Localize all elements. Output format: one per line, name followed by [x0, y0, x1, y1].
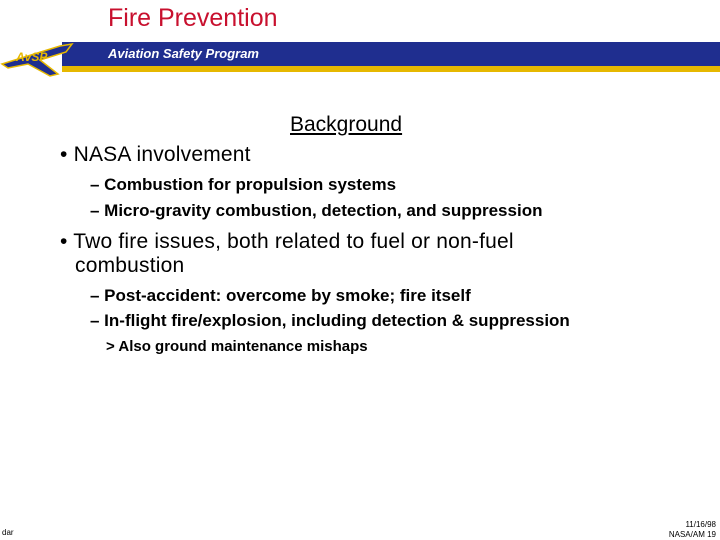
logo-text: AvSP	[16, 50, 48, 64]
footer-info	[669, 520, 716, 540]
program-subtitle: Aviation Safety Program	[108, 46, 259, 61]
subsubitem-ground-maintenance: > Also ground maintenance mishaps	[106, 338, 368, 355]
subitem-combustion-propulsion: – Combustion for propulsion systems	[90, 175, 397, 194]
bullet-two-fire-issues-line1: • Two fire issues, both related to fuel or non-fuel	[60, 230, 514, 253]
header-band	[0, 38, 720, 78]
subitem-in-flight-fire: – In-flight fire/explosion, including detection & suppression	[90, 311, 570, 330]
bullet-two-fire-issues-line2: combustion	[75, 254, 185, 277]
slide-title: Fire Prevention	[108, 4, 278, 32]
avsp-logo	[0, 34, 76, 80]
header-band-gold	[62, 66, 720, 72]
section-heading: Background	[290, 113, 403, 136]
bullet-nasa-involvement: • NASA involvement	[60, 143, 251, 166]
bullet-two-fire-issues	[60, 230, 514, 278]
subitem-post-accident: – Post-accident: overcome by smoke; fire itself	[90, 286, 471, 305]
footer-author: dar	[2, 528, 14, 537]
footer-date: 11/16/98	[685, 520, 716, 529]
subitem-micro-gravity: – Micro-gravity combustion, detection, and suppression	[90, 201, 543, 220]
footer-ref: NASA/AM 19	[668, 530, 716, 539]
